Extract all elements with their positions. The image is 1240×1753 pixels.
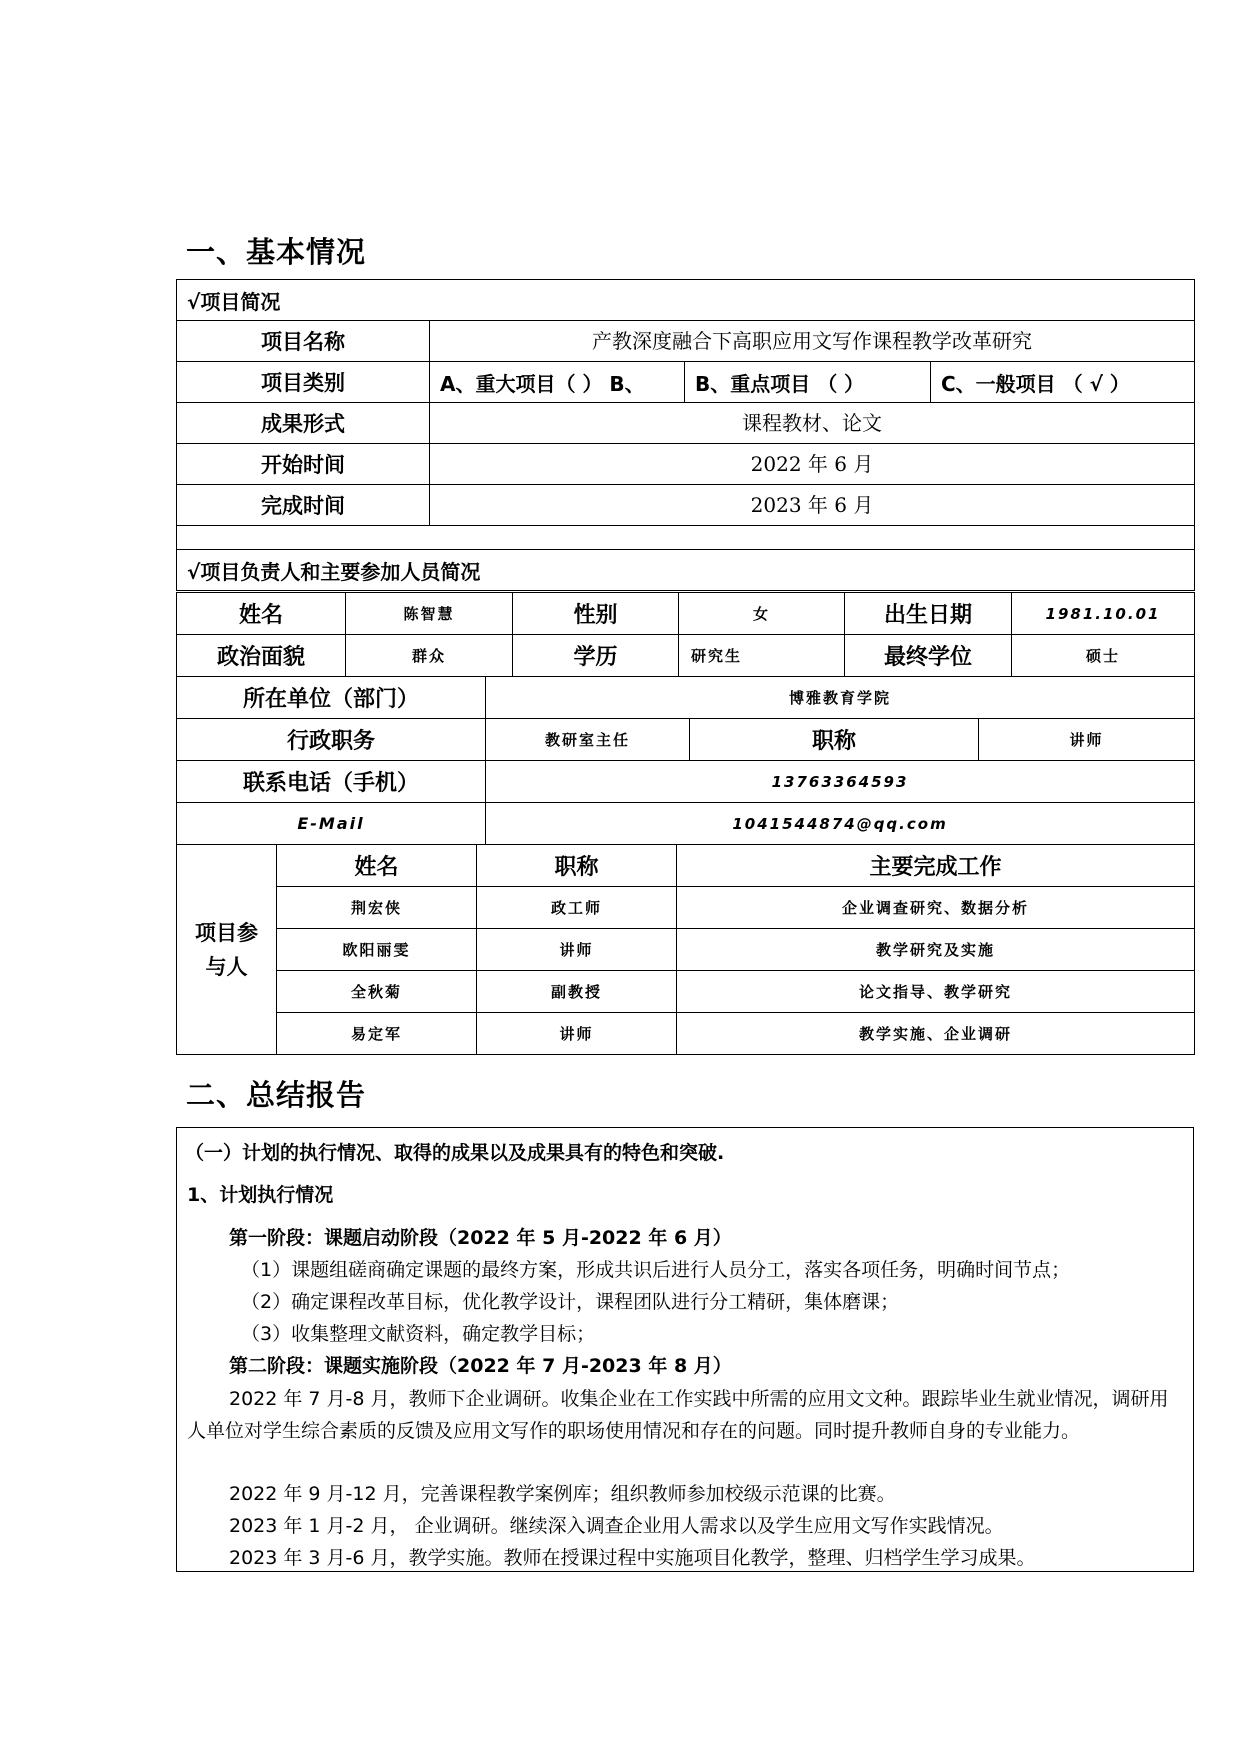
phase2-title: 第二阶段：课题实施阶段（2022 年 7 月-2023 年 8 月） xyxy=(229,1355,732,1377)
name-value: 陈智慧 xyxy=(346,593,513,635)
education-label: 学历 xyxy=(513,635,679,677)
participant-title: 政工师 xyxy=(477,887,677,929)
participant-title: 副教授 xyxy=(477,971,677,1013)
end-time-label: 完成时间 xyxy=(177,485,430,526)
participant-name: 易定军 xyxy=(277,1013,477,1055)
people-header: √项目负责人和主要参加人员简况 xyxy=(177,550,1195,591)
table-row xyxy=(177,971,1195,1013)
start-time-value: 2022 年 6 月 xyxy=(430,444,1195,485)
position-label: 行政职务 xyxy=(177,719,486,761)
contact-table xyxy=(176,676,1195,845)
table-row xyxy=(177,887,1195,929)
project-type-a: A、重大项目（ ） B、 xyxy=(430,362,685,403)
unit-label: 所在单位（部门） xyxy=(177,677,486,719)
title-label: 职称 xyxy=(690,719,979,761)
section2-heading: 二、总结报告 xyxy=(186,1078,367,1112)
phase1-item2: （2）确定课程改革目标，优化教学设计，课程团队进行分工精研，集体磨课； xyxy=(241,1291,900,1313)
phone-label: 联系电话（手机） xyxy=(177,761,486,803)
participant-work: 企业调查研究、数据分析 xyxy=(677,887,1195,929)
phase2-paragraph1: 2022 年 7 月-8 月，教师下企业调研。收集企业在工作实践中所需的应用文文种。跟踪毕业生就业情况，调研用人单位对学生综合素质的反馈及应用文写作的职场使用情况和存在的问题。同时提升教师自身的专业能力。 xyxy=(187,1388,1169,1442)
table-row xyxy=(177,1013,1195,1055)
phase2-paragraph4: 2023 年 3 月-6 月，教学实施。教师在授课过程中实施项目化教学，整理、归档学生学习成果。 xyxy=(229,1547,1036,1569)
project-overview-header: √项目简况 xyxy=(177,280,1195,321)
gender-value: 女 xyxy=(679,593,845,635)
participant-name-header: 姓名 xyxy=(277,845,477,887)
participants-label-line1: 项目参 xyxy=(195,920,258,945)
spacer-row xyxy=(177,526,1195,550)
email-value: 1041544874@qq.com xyxy=(486,803,1195,845)
participant-work: 论文指导、教学研究 xyxy=(677,971,1195,1013)
project-name-label: 项目名称 xyxy=(177,321,430,362)
project-name-value: 产教深度融合下高职应用文写作课程教学改革研究 xyxy=(430,321,1195,362)
phase1-title: 第一阶段：课题启动阶段（2022 年 5 月-2022 年 6 月） xyxy=(229,1227,732,1249)
table-row xyxy=(177,929,1195,971)
project-overview-table xyxy=(176,279,1195,591)
phone-value: 13763364593 xyxy=(486,761,1195,803)
item-title: 1、计划执行情况 xyxy=(187,1184,334,1206)
birth-value: 1981.10.01 xyxy=(1012,593,1195,635)
participant-name: 全秋菊 xyxy=(277,971,477,1013)
name-label: 姓名 xyxy=(177,593,346,635)
position-value: 教研室主任 xyxy=(486,719,690,761)
degree-value: 硕士 xyxy=(1012,635,1195,677)
unit-value: 博雅教育学院 xyxy=(486,677,1195,719)
gender-label: 性别 xyxy=(513,593,679,635)
participant-work-header: 主要完成工作 xyxy=(677,845,1195,887)
outcome-value: 课程教材、论文 xyxy=(430,403,1195,444)
participant-name: 荆宏侠 xyxy=(277,887,477,929)
project-type-label: 项目类别 xyxy=(177,362,430,403)
politics-label: 政治面貌 xyxy=(177,635,346,677)
politics-value: 群众 xyxy=(346,635,513,677)
leader-info-table xyxy=(176,592,1195,677)
degree-label: 最终学位 xyxy=(845,635,1012,677)
phase1-item3: （3）收集整理文献资料，确定教学目标； xyxy=(241,1323,596,1345)
phase2-paragraph3: 2023 年 1 月-2 月， 企业调研。继续深入调查企业用人需求以及学生应用文写作实践情况。 xyxy=(229,1515,1004,1537)
title-value: 讲师 xyxy=(979,719,1195,761)
participant-work: 教学研究及实施 xyxy=(677,929,1195,971)
phase1-item1: （1）课题组磋商确定课题的最终方案，形成共识后进行人员分工，落实各项任务，明确时间节点； xyxy=(241,1259,1071,1281)
education-value: 研究生 xyxy=(679,635,845,677)
start-time-label: 开始时间 xyxy=(177,444,430,485)
summary-report-box xyxy=(176,1127,1194,1572)
participant-title-header: 职称 xyxy=(477,845,677,887)
project-type-c: C、一般项目 （ √ ） xyxy=(931,362,1195,403)
participants-label-line2: 与人 xyxy=(205,954,248,979)
outcome-label: 成果形式 xyxy=(177,403,430,444)
email-label: E-Mail xyxy=(177,803,486,845)
phase2-paragraph2: 2022 年 9 月-12 月，完善课程教学案例库；组织教师参加校级示范课的比赛。 xyxy=(229,1483,896,1505)
project-type-b: B、重点项目 （ ） xyxy=(685,362,931,403)
subsection-title: （一）计划的执行情况、取得的成果以及成果具有的特色和突破. xyxy=(185,1142,725,1164)
participant-title: 讲师 xyxy=(477,929,677,971)
participant-work: 教学实施、企业调研 xyxy=(677,1013,1195,1055)
participants-label xyxy=(177,845,277,1055)
birth-label: 出生日期 xyxy=(845,593,1012,635)
participants-table xyxy=(176,844,1195,1055)
participant-title: 讲师 xyxy=(477,1013,677,1055)
participant-name: 欧阳丽雯 xyxy=(277,929,477,971)
section1-heading: 一、基本情况 xyxy=(186,235,367,269)
end-time-value: 2023 年 6 月 xyxy=(430,485,1195,526)
